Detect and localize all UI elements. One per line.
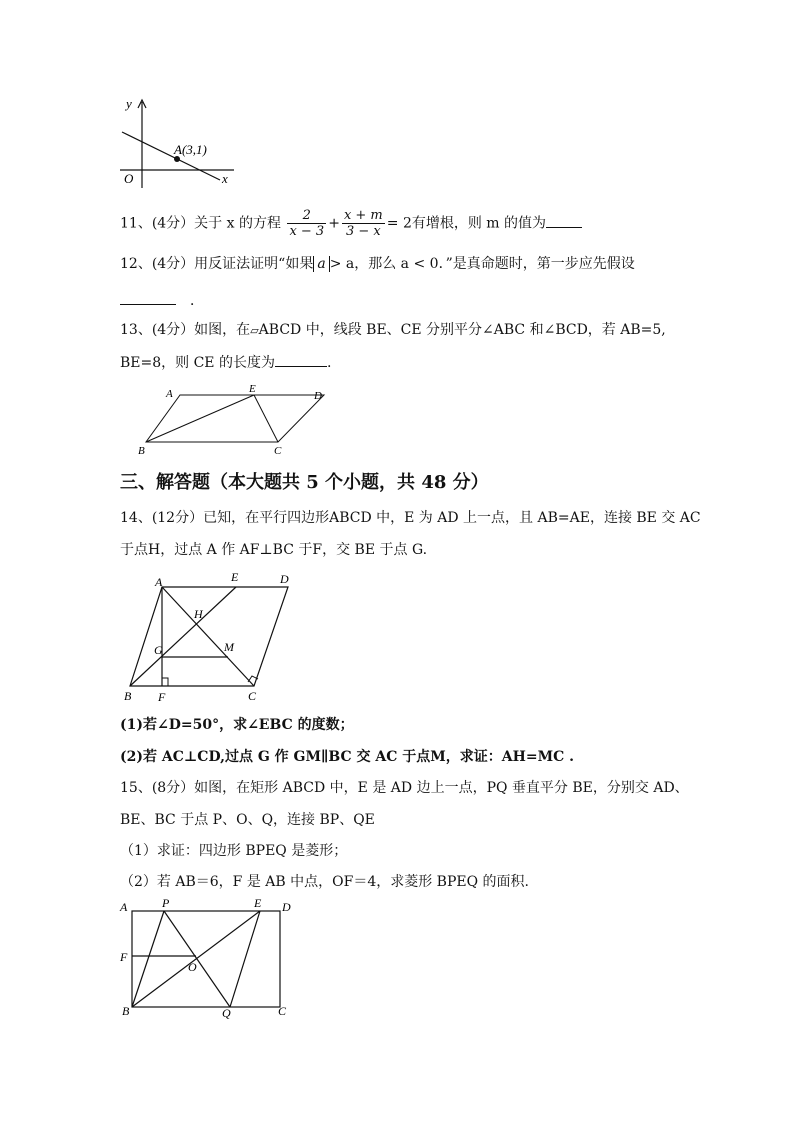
label-o: O	[188, 960, 197, 974]
parallelogram-symbol: ▱	[250, 324, 259, 337]
fraction-2: $\frac{x + m}{3 - x}$	[343, 208, 383, 239]
parallelogram-abcd	[146, 395, 324, 442]
label-d: D	[314, 390, 322, 402]
label-a: A	[155, 575, 163, 589]
segment-qe	[230, 911, 260, 1007]
rectangle-abcd	[132, 911, 280, 1007]
coordinate-figure	[112, 96, 242, 192]
rectangle-figure-q15	[116, 893, 296, 1019]
question-14-line-2: 于点H，过点 A 作 AF⊥BC 于F，交 BE 于点 G.	[120, 542, 428, 558]
answer-blank[interactable]	[120, 290, 176, 305]
right-angle-f	[162, 678, 168, 686]
answer-blank[interactable]	[546, 213, 582, 228]
question-15-part-1: （1）求证：四边形 BPEQ 是菱形；	[120, 843, 348, 859]
label-g: G	[154, 643, 163, 657]
segment-bp	[132, 911, 164, 1007]
fraction-1: $\frac{2}{x - 3}$	[289, 208, 325, 239]
label-c: C	[248, 689, 257, 703]
segment-ac	[162, 587, 254, 686]
question-15-part-2: （2）若 AB＝6，F 是 AB 中点，OF＝4，求菱形 BPEQ 的面积.	[120, 874, 529, 890]
label-b: B	[124, 689, 132, 703]
question-14-part-1: (1)若∠D=50°，求∠EBC 的度数；	[120, 717, 354, 733]
label-h: H	[194, 607, 203, 621]
answer-blank[interactable]	[275, 352, 327, 367]
parallelogram-abcd	[130, 587, 288, 686]
absolute-value: a	[313, 256, 329, 272]
label-q: Q	[222, 1006, 231, 1019]
question-15-line-1: 15、(8分）如图，在矩形 ABCD 中，E 是 AD 边上一点，PQ 垂直平分 BE，分别交 AD、	[120, 780, 689, 796]
label-e: E	[231, 570, 239, 584]
segment-be	[132, 911, 260, 1007]
label-d: D	[282, 900, 291, 914]
label-f: F	[158, 690, 166, 704]
label-e: E	[254, 896, 262, 910]
x-axis-label: x	[222, 171, 228, 186]
label-b: B	[122, 1004, 130, 1018]
question-11: 11、(4分）关于 x 的方程 $\frac{2}{x - 3}$ + $\frac{x + m}{3 - x}$ = 2有增根，则 m 的值为	[120, 208, 582, 239]
label-f: F	[120, 950, 128, 964]
segment-ce	[254, 395, 278, 442]
label-c: C	[278, 1004, 287, 1018]
label-d: D	[280, 572, 289, 586]
question-15-line-2: BE、BC 于点 P、O、Q，连接 BP、QE	[120, 812, 375, 828]
question-12-answer-line: ．	[120, 290, 204, 311]
question-14-line-1: 14、(12分）已知，在平行四边形ABCD 中，E 为 AD 上一点，且 AB=AE，连接 BE 交 AC	[120, 510, 701, 526]
question-14-part-2: (2)若 AC⊥CD,过点 G 作 GM∥BC 交 AC 于点M，求证：AH=MC .	[120, 749, 574, 765]
point-a-label: A(3,1)	[174, 142, 207, 157]
label-c: C	[274, 445, 282, 457]
label-a: A	[120, 900, 128, 914]
segment-be	[146, 395, 254, 442]
section-heading: 三、解答题（本大题共 5 个小题，共 48 分）	[120, 472, 489, 493]
segment-pq	[164, 911, 230, 1007]
question-13-line-2: BE=8，则 CE 的长度为 .	[120, 352, 331, 373]
question-12: 12、(4分）用反证法证明“如果 a > a，那么 a < 0．”是真命题时，第一步应先假设	[120, 256, 635, 272]
origin-label: O	[124, 171, 134, 186]
parallelogram-figure-q14	[120, 566, 300, 706]
label-b: B	[138, 445, 145, 457]
label-p: P	[162, 896, 170, 910]
label-m: M	[224, 640, 234, 654]
question-13-line-1: 13、(4分）如图，在▱ABCD 中，线段 BE、CE 分别平分∠ABC 和∠BCD，若 AB=5,	[120, 322, 666, 338]
label-e: E	[249, 383, 256, 395]
y-axis-label: y	[126, 96, 132, 111]
parallelogram-figure-q13	[134, 382, 334, 458]
label-a: A	[166, 388, 173, 400]
